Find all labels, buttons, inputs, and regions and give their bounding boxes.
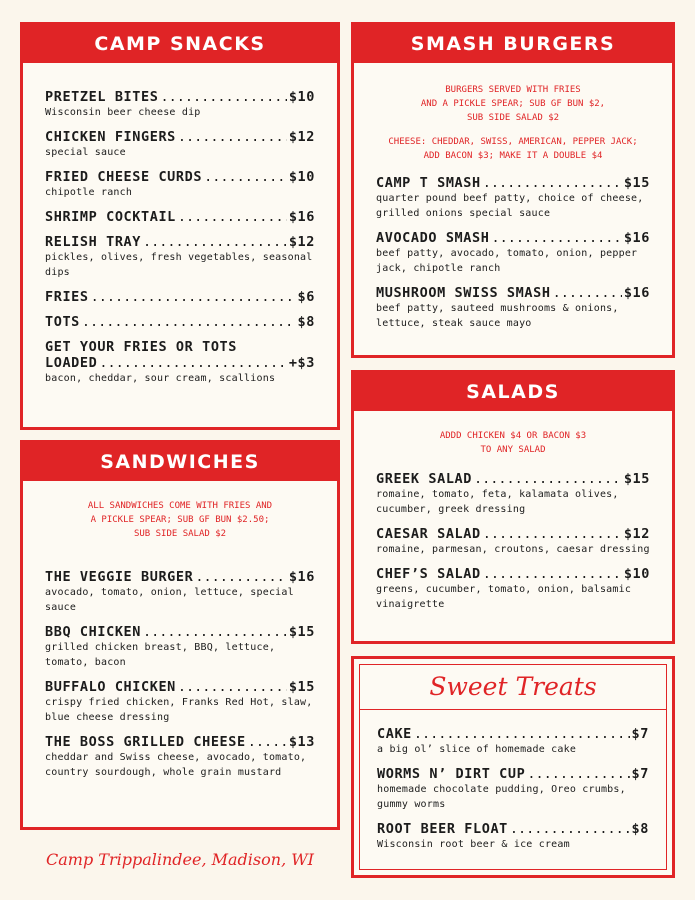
item-name: FRIED CHEESE CURDS [45, 169, 203, 185]
smash-burgers-section [351, 22, 675, 358]
item-price: $16 [288, 569, 315, 585]
camp-snacks-heading: CAMP SNACKS [23, 25, 337, 63]
menu-item [45, 169, 315, 200]
dot-leader [195, 569, 286, 585]
sweet-treats-section [351, 656, 675, 878]
item-name: CAESAR SALAD [376, 526, 481, 542]
item-description: beef patty, sauteed mushrooms & onions, lettuce, steak sauce mayo [376, 303, 619, 329]
item-price: $12 [288, 234, 315, 250]
dot-leader [99, 355, 286, 371]
sweet-treats-inner-frame [359, 664, 667, 870]
item-description: pickles, olives, fresh vegetables, seasonal dips [45, 252, 313, 278]
menu-item [45, 679, 315, 725]
menu-item [377, 766, 649, 812]
menu-item [45, 209, 315, 225]
salads-heading: SALADS [354, 373, 672, 411]
sweet-treats-heading: Sweet Treats [360, 665, 666, 710]
item-name: WORMS N’ DIRT CUP [377, 766, 526, 782]
menu-item [45, 734, 315, 780]
item-price: $16 [623, 230, 650, 246]
item-price: $7 [631, 726, 649, 742]
item-price: $15 [623, 471, 650, 487]
item-name: CHEF’S SALAD [376, 566, 481, 582]
dot-leader [510, 821, 630, 837]
dot-leader [483, 566, 622, 582]
menu-item [45, 289, 315, 305]
menu-item [45, 234, 315, 280]
menu-item [376, 471, 650, 517]
item-description: romaine, parmesan, croutons, caesar dressing [376, 544, 650, 555]
item-name-continued: LOADED [45, 355, 98, 371]
note-line: BURGERS SERVED WITH FRIES [445, 85, 581, 95]
dot-leader [82, 314, 296, 330]
item-price: $15 [288, 624, 315, 640]
dot-leader [160, 89, 286, 105]
dot-leader [414, 726, 630, 742]
item-name: THE BOSS GRILLED CHEESE [45, 734, 246, 750]
menu-item [45, 624, 315, 670]
item-name: RELISH TRAY [45, 234, 142, 250]
item-description: a big ol’ slice of homemade cake [377, 744, 577, 755]
item-name: GREEK SALAD [376, 471, 473, 487]
menu-item [377, 726, 649, 757]
dot-leader [91, 289, 296, 305]
menu-item [376, 566, 650, 612]
item-price: $15 [623, 175, 650, 191]
item-description: homemade chocolate pudding, Oreo crumbs, gummy worms [377, 784, 626, 810]
item-name: PRETZEL BITES [45, 89, 159, 105]
item-description: beef patty, avocado, tomato, onion, pepper jack, chipotle ranch [376, 248, 638, 274]
menu-item-loaded [45, 339, 315, 386]
item-description: special sauce [45, 147, 126, 158]
menu-item [377, 821, 649, 852]
item-name: BBQ CHICKEN [45, 624, 142, 640]
item-price: $6 [297, 289, 315, 305]
item-name: TOTS [45, 314, 80, 330]
item-price: $10 [288, 89, 315, 105]
item-description: chipotle ranch [45, 187, 133, 198]
item-description: Wisconsin root beer & ice cream [377, 839, 570, 850]
item-price: $16 [623, 285, 650, 301]
sandwiches-section [20, 440, 340, 830]
item-name: CAMP T SMASH [376, 175, 481, 191]
menu-item [45, 129, 315, 160]
item-name: THE VEGGIE BURGER [45, 569, 194, 585]
cheese-note [376, 135, 650, 163]
dot-leader [474, 471, 622, 487]
item-description: quarter pound beef patty, choice of cheese, grilled onions special sauce [376, 193, 644, 219]
salads-note [376, 429, 650, 457]
menu-item [45, 89, 315, 120]
note-line: ALL SANDWICHES COME WITH FRIES AND [87, 501, 273, 511]
item-name: ROOT BEER FLOAT [377, 821, 508, 837]
item-name: FRIES [45, 289, 89, 305]
item-description: avocado, tomato, onion, lettuce, special sauce [45, 587, 294, 613]
dot-leader [143, 234, 287, 250]
dot-leader [178, 209, 287, 225]
note-line: ADD BACON $3; MAKE IT A DOUBLE $4 [423, 151, 603, 161]
item-description: Wisconsin beer cheese dip [45, 107, 201, 118]
burgers-note [376, 83, 650, 125]
item-price: $7 [631, 766, 649, 782]
dot-leader [553, 285, 622, 301]
sandwiches-note [45, 499, 315, 541]
menu-item [376, 175, 650, 221]
item-price: +$3 [288, 355, 315, 371]
item-name: BUFFALO CHICKEN [45, 679, 176, 695]
dot-leader [527, 766, 629, 782]
footer-location: Camp Trippalindee, Madison, WI [46, 850, 314, 869]
menu-item [45, 314, 315, 330]
dot-leader [483, 175, 622, 191]
item-description: romaine, tomato, feta, kalamata olives, cucumber, greek dressing [376, 489, 619, 515]
item-name: GET YOUR FRIES OR TOTS [45, 339, 238, 355]
item-name: CAKE [377, 726, 412, 742]
note-line: SUB SIDE SALAD $2 [133, 529, 227, 539]
item-description: bacon, cheddar, sour cream, scallions [45, 373, 276, 384]
dot-leader [143, 624, 287, 640]
item-name: SHRIMP COCKTAIL [45, 209, 176, 225]
note-line: A PICKLE SPEAR; SUB GF BUN $2.50; [90, 515, 270, 525]
note-line: AND A PICKLE SPEAR; SUB GF BUN $2, [420, 99, 606, 109]
dot-leader [204, 169, 287, 185]
item-price: $12 [288, 129, 315, 145]
item-description: greens, cucumber, tomato, onion, balsamic vinaigrette [376, 584, 632, 610]
item-description: cheddar and Swiss cheese, avocado, tomato, country sourdough, whole grain mustard [45, 752, 307, 778]
note-line: CHEESE: CHEDDAR, SWISS, AMERICAN, PEPPER JACK; [388, 137, 638, 147]
item-description: crispy fried chicken, Franks Red Hot, slaw, blue cheese dressing [45, 697, 313, 723]
item-price: $8 [631, 821, 649, 837]
item-price: $10 [623, 566, 650, 582]
item-price: $13 [288, 734, 315, 750]
item-name: MUSHROOM SWISS SMASH [376, 285, 551, 301]
menu-item [376, 285, 650, 331]
item-name: AVOCADO SMASH [376, 230, 490, 246]
dot-leader [248, 734, 287, 750]
dot-leader [491, 230, 621, 246]
dot-leader [178, 129, 287, 145]
menu-item [376, 526, 650, 557]
camp-snacks-section [20, 22, 340, 430]
menu-item [45, 569, 315, 615]
sandwiches-heading: SANDWICHES [23, 443, 337, 481]
item-name: CHICKEN FINGERS [45, 129, 176, 145]
item-description: grilled chicken breast, BBQ, lettuce, tomato, bacon [45, 642, 276, 668]
smash-burgers-heading: SMASH BURGERS [354, 25, 672, 63]
note-line: ADDD CHICKEN $4 OR BACON $3 [439, 431, 587, 441]
item-price: $16 [288, 209, 315, 225]
dot-leader [178, 679, 287, 695]
menu-item [376, 230, 650, 276]
item-price: $10 [288, 169, 315, 185]
salads-section [351, 370, 675, 644]
note-line: SUB SIDE SALAD $2 [466, 113, 560, 123]
dot-leader [483, 526, 622, 542]
item-price: $12 [623, 526, 650, 542]
item-price: $8 [297, 314, 315, 330]
item-price: $15 [288, 679, 315, 695]
note-line: TO ANY SALAD [480, 445, 546, 455]
